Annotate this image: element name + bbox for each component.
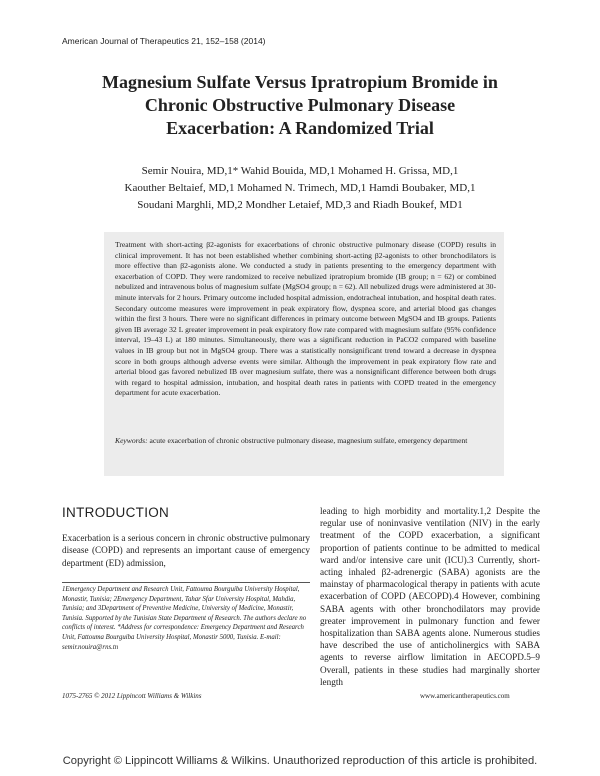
footer-website-link[interactable]: www.americantherapeutics.com bbox=[420, 692, 510, 700]
author-list bbox=[60, 163, 540, 214]
title-line-3: Exacerbation: A Randomized Trial bbox=[166, 118, 434, 138]
affiliation-footnote: 1Emergency Department and Research Unit, Fattouma Bourguiba University Hospital, Monastir, Tunisia; 2Emergency Department, Tahar Sfar University Hospital, Mahdia, Tunisia; and 3Department of Preventive Medicine, University of Medicine, Monastir, Tunisia. Supported by the Tunisian State Department of Research. The authors declare no conflicts of interest. *Address for correspondence: Emergency Department and Research Unit, Fattouma Bourguiba University Hospital, Monastir 5000, Tunisia. E-mail: semir.nouira@rns.tn bbox=[62, 586, 307, 651]
footer-issn: 1075-2765 © 2012 Lippincott Williams & Wilkins bbox=[62, 692, 202, 700]
authors-line-3: Soudani Marghli, MD,2 Mondher Letaief, MD,3 and Riadh Boukef, MD1 bbox=[137, 199, 463, 211]
keywords bbox=[115, 436, 496, 447]
journal-header: American Journal of Therapeutics 21, 152–158 (2014) bbox=[62, 36, 266, 46]
keywords-label: Keywords: bbox=[115, 436, 148, 445]
introduction-paragraph: Exacerbation is a serious concern in chronic obstructive pulmonary disease (COPD) and represents an important cause of emergency department (ED) admission, bbox=[62, 533, 310, 568]
footnote-divider bbox=[62, 582, 310, 583]
introduction-heading: INTRODUCTION bbox=[62, 505, 170, 520]
abstract-text: Treatment with short-acting β2-agonists for exacerbations of chronic obstructive pulmonary disease (COPD) results in clinical improvement. It has not been established whether combining short-acting β2-agonists to other bronchodilators is more effective than β2-agonists alone. We conducted a study in patients presenting to the emergency department with exacerbation of COPD. They were randomized to receive nebulized ipratropium bromide (IB group; n = 62) or combined nebulized and intravenous bolus of magnesium sulfate (MgSO4 group; n = 62). All nebulized drugs were administered at 30-minute intervals for 2 hours. Primary outcome included hospital admission, endotracheal intubation, and hospital death rates. Secondary outcome measures were improvement in peak expiratory flow, dyspnea score, and arterial blood gas changes within the first 3 hours. There were no significant differences in primary outcome between MgSO4 and IB groups. Patients given IB average 32 L greater improvement in peak expiratory flow rate compared with magnesium sulfate (95% confidence interval, 19–43 L) at 180 minutes. Simultaneously, there was a significant reduction in PaCO2 compared with baseline values in IB group but not in MgSO4 group. There was a statistically nonsignificant trend toward a decrease in dyspnea score in both groups although adverse events were similar. Although the improvement in peak expiratory flow rate and arterial blood gas favored nebulized IB over magnesium sulfate, there was a nonsignificant difference between both drugs with regard to hospital admission, intubation, and hospital death rates in patients with COPD treated in the emergency department for acute exacerbation. bbox=[115, 240, 496, 398]
authors-line-2: Kaouther Beltaief, MD,1 Mohamed N. Trimech, MD,1 Hamdi Boubaker, MD,1 bbox=[124, 182, 476, 194]
authors-line-1: Semir Nouira, MD,1* Wahid Bouida, MD,1 Mohamed H. Grissa, MD,1 bbox=[141, 165, 459, 177]
title-line-2: Chronic Obstructive Pulmonary Disease bbox=[144, 95, 456, 115]
copyright-notice: Copyright © Lippincott Williams & Wilkins. Unauthorized reproduction of this article is prohibited. bbox=[62, 755, 538, 767]
keywords-text: acute exacerbation of chronic obstructive pulmonary disease, magnesium sulfate, emergency department bbox=[149, 436, 468, 445]
right-column-text: leading to high morbidity and mortality.1,2 Despite the regular use of noninvasive ventilation (NIV) in the early treatment of the COPD exacerbation, a significant proportion of patients continue to be admitted to medical ward and/or intensive care unit (ICU).3 Currently, short-acting inhaled β2-adrenergic (SABA) agonists are the mainstay of pharmacological therapy in patients with acute exacerbation of COPD (AECOPD).4 However, combining SABA agents with other bronchodilators may provide greater improvement in pulmonary function and fewer hospitalization than SABA agents alone. Numerous studies have described the use of anticholinergics with SABA agents to reverse airflow limitation in AECOPD.5–9 Overall, patients in these studies had marginally shorter length bbox=[320, 506, 540, 687]
article-title bbox=[60, 71, 540, 140]
title-line-1: Magnesium Sulfate Versus Ipratropium Bromide in bbox=[102, 72, 498, 92]
